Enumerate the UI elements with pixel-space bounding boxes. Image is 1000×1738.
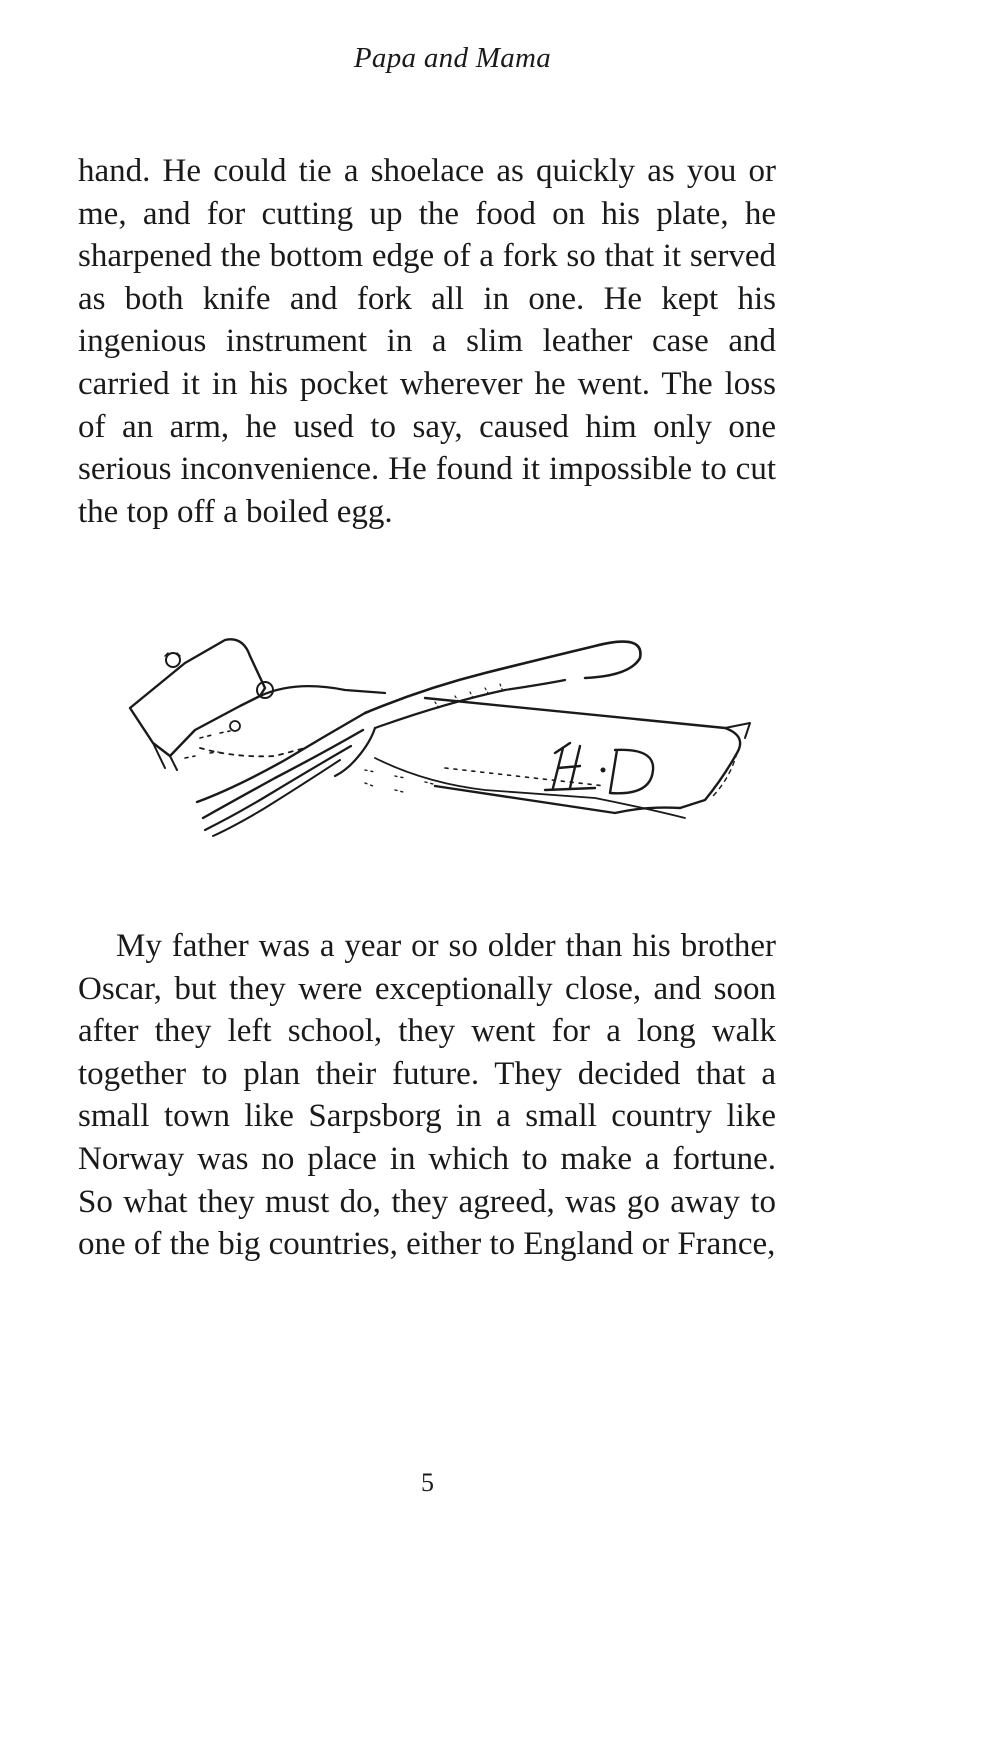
- fork-case-illustration: [125, 618, 765, 846]
- fork-tine-4: [213, 760, 340, 836]
- fork-tine-3: [205, 746, 351, 830]
- case-body-right: [425, 698, 740, 813]
- case-body-right-dashes: [365, 770, 433, 792]
- case-stitch-line: [445, 768, 605, 786]
- case-flap: [130, 639, 265, 756]
- fork-tine-1: [197, 713, 365, 802]
- fork-handle-bottom: [375, 680, 565, 728]
- running-head: Papa and Mama: [353, 42, 552, 74]
- case-body-left-edge: [200, 748, 305, 756]
- case-rivet-icon-2: [230, 721, 240, 731]
- page-number: 5: [421, 1468, 434, 1497]
- fork-handle-top: [365, 642, 640, 713]
- paragraph-1: hand. He could tie a shoelace as quickly as you or me, and for cutting up the food on his plate, he sharpened the bottom edge of a fork so that it served as both knife and fork all in one. He kept his ingenious instrument in a slim leather case and carried it in his pocket wherever he went. The loss of an arm, he used to say, caused him only one serious inconvenience. He found it impossible to cut the top off a boiled egg.: [78, 153, 776, 530]
- case-snap-icon: [166, 653, 180, 667]
- paragraph-2: My father was a year or so older than his brother Oscar, but they were exceptionally close, and soon after they left school, they went for a long walk together to plan their future. They decided that a small town like Sarpsborg in a small country like Norway was no place in which to make a fortune. So what they must do, they agreed, was go away to one of the big countries, either to England or France,: [78, 928, 776, 1263]
- case-body-left: [260, 686, 385, 696]
